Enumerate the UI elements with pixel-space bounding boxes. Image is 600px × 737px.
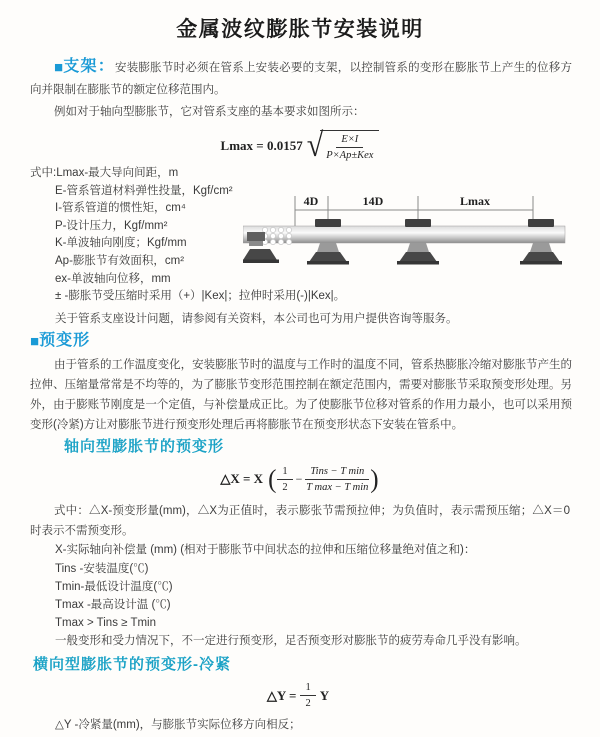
formula-lmax-numerator: E×I <box>336 133 363 148</box>
section-support <box>30 56 572 101</box>
definition-line: 式中:Lmax-最大导向间距，m <box>30 167 179 179</box>
axial-item: Tmax > Tins ≥ Tmin <box>55 617 156 630</box>
formula-lmax-denominator: P×Ap±Kex <box>326 150 374 161</box>
definition-line: E-管系管道材料弹性投量，Kgf/cm² <box>55 184 233 197</box>
definition-line: ± -膨胀节受压缩时采用（+）|Kex|；拉伸时采用(-)|Kex|。 <box>55 290 346 303</box>
blue-square-icon: ■ <box>30 333 40 351</box>
dim-label-lmax: Lmax <box>460 194 490 208</box>
formula-delta-y-rhs: Y <box>319 687 330 703</box>
page-title: 金属波纹膨胀节安装说明 <box>176 18 424 41</box>
formula-delta-y-lhs: △Y = <box>266 687 297 703</box>
axial-item: 一般变形和受力情况下，不一定进行预变形，足否预变形对膨胀节的疲劳寿命几乎没有影响。 <box>55 635 527 648</box>
definition-line: P-设计压力，Kgf/mm² <box>55 219 168 232</box>
lateral-note: △Y -冷紧量(mm)，与膨胀节实际位移方向相反； <box>55 718 301 731</box>
axial-item: Tmax -最高设计温 (℃) <box>55 598 171 611</box>
definition-line: K-单波轴向刚度；Kgf/mm <box>55 237 187 250</box>
close-paren: ) <box>370 465 379 494</box>
temperature-denominator: T max − T min <box>306 481 369 493</box>
lateral-subheading: 横向型膨胀节的预变形-冷紧 <box>33 655 231 673</box>
blue-square-icon: ■ <box>54 59 64 76</box>
formula-lmax <box>0 126 600 164</box>
pipe-support-diagram <box>243 190 575 275</box>
half-denominator: 2 <box>282 481 288 493</box>
axial-note: 式中：△X-预变形量(mm)，△X为正值时，表示膨张节需预拉伸；为负值时，表示需预压缩；△X＝0时表示不需预变形。 <box>30 505 570 538</box>
section-support-example: 例如对于轴向型膨胀节，它对管系支座的基本要求如图所示： <box>54 106 365 118</box>
half-numerator: 1 <box>277 465 292 480</box>
definition-line: ex-单波轴向位移，mm <box>55 272 171 285</box>
formula-lmax-lhs: Lmax = 0.0157 <box>220 138 303 153</box>
section-predeform-heading-row <box>30 330 572 353</box>
half-fraction <box>277 465 292 494</box>
half-denominator: 2 <box>305 698 311 710</box>
formula-delta-y <box>0 681 600 711</box>
axial-item: Tins -安装温度(℃) <box>55 562 149 575</box>
axial-item: X-实际轴向补偿量 (mm) (相对于膨胀节中间状态的拉伸和压缩位移量绝对值之和)： <box>55 544 476 557</box>
definition-line: I-管系管道的惯性矩，cm⁴ <box>55 202 186 215</box>
axial-items <box>55 541 600 650</box>
formula-lmax-radicand <box>320 130 379 162</box>
dim-label-4d: 4D <box>303 194 319 208</box>
pipe-support-diagram-svg <box>243 190 575 275</box>
axial-item: Tmin-最低设计温度(℃) <box>55 580 173 593</box>
minus-sign: − <box>295 471 303 486</box>
temperature-numerator: Tins − T min <box>305 465 369 480</box>
section-support-intro: 安装膨胀节时必须在管系上安装必要的支架，以控制管系的变形在膨胀节上产生的位移方向并限制在膨胀节的额定位移范围内。 <box>30 62 573 96</box>
definition-line: Ap-膨胀节有效面积，cm² <box>55 254 185 267</box>
section-predeform-heading: 预变形 <box>39 332 91 350</box>
half-numerator: 1 <box>300 681 315 696</box>
section-support-heading: 支架： <box>63 58 115 75</box>
formula-delta-x-lhs: △X = X <box>220 471 264 487</box>
temperature-fraction <box>305 465 369 494</box>
axial-subheading: 轴向型膨胀节的预变形 <box>64 438 225 456</box>
section-predeform-body: 由于管系的工作温度变化，安装膨胀节时的温度与工作时的温度不同，管系热膨胀冷缩对膨胀节产生的拉伸、压缩量常常是不均等的，为了膨胀节变形范围控制在额定范围内，需要对膨胀节采取预变形处理。另外，由于膨账节刚度是一个定值，与补偿量成正比。为了使膨胀节位移对管系的作用力最小，也可以采用预变形(冷紧)方让对膨胀节进行预变形处理后再将膨胀节在预变形状态下安装在管系中。 <box>30 359 572 432</box>
definition-note: 关于管系支座设计问题，请参阅有关资料，本公司也可为用户提供咨询等服务。 <box>55 312 458 325</box>
formula-delta-x <box>0 461 600 497</box>
dim-label-14d: 14D <box>362 194 384 208</box>
open-paren: ( <box>268 465 277 494</box>
sqrt-symbol: √ <box>306 126 324 164</box>
half-fraction <box>300 681 315 710</box>
